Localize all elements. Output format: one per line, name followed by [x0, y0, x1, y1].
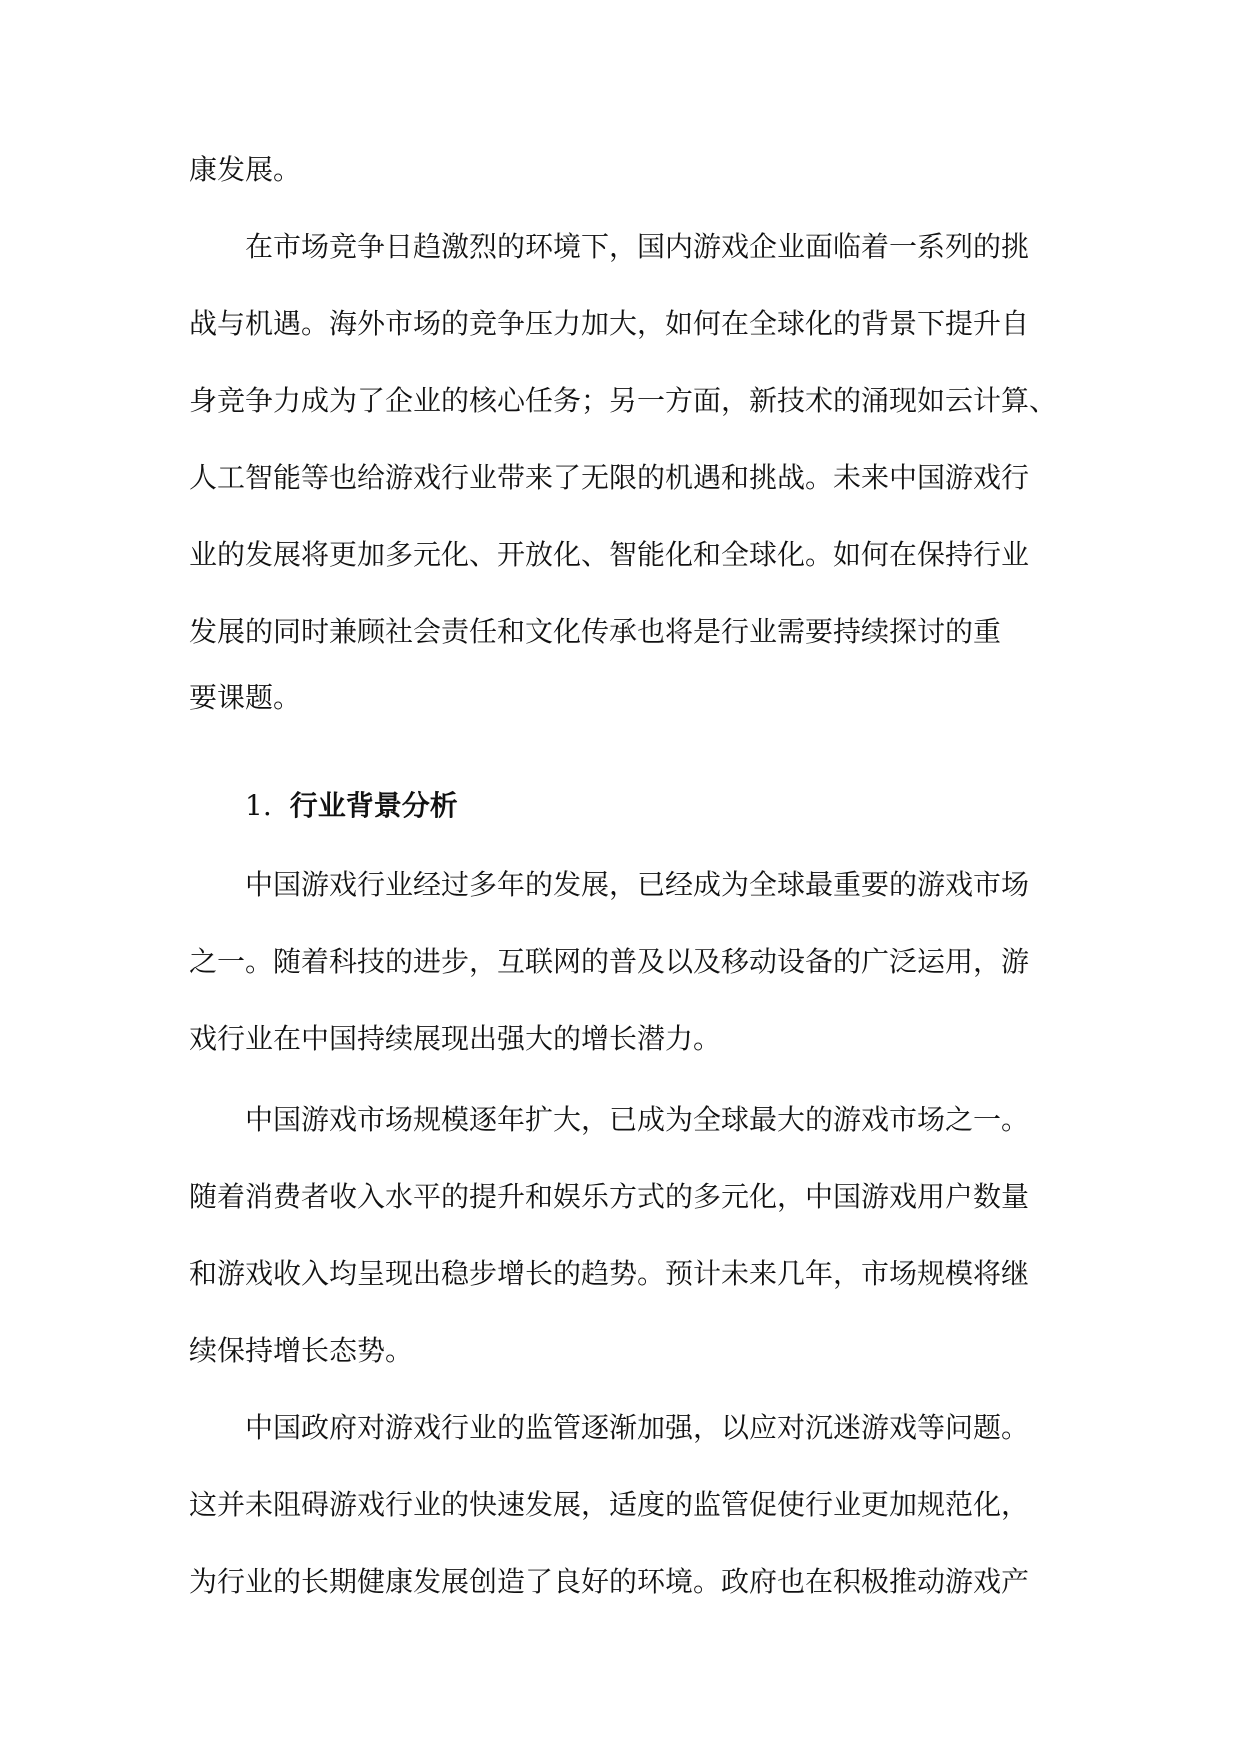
paragraph-2-line-5: 业的发展将更加多元化、开放化、智能化和全球化。如何在保持行业 — [189, 538, 1030, 571]
paragraph-4-line-3: 和游戏收入均呈现出稳步增长的趋势。预计未来几年，市场规模将继 — [189, 1257, 1030, 1290]
section-heading-number: 1. — [245, 789, 272, 822]
paragraph-2-line-6: 发展的同时兼顾社会责任和文化传承也将是行业需要持续探讨的重 — [189, 615, 1002, 648]
paragraph-2-line-7: 要课题。 — [189, 681, 302, 714]
paragraph-5-line-3: 为行业的长期健康发展创造了良好的环境。政府也在积极推动游戏产 — [189, 1565, 1030, 1598]
paragraph-2-line-4: 人工智能等也给游戏行业带来了无限的机遇和挑战。未来中国游戏行 — [189, 461, 1030, 494]
paragraph-4-line-2: 随着消费者收入水平的提升和娱乐方式的多元化，中国游戏用户数量 — [189, 1180, 1030, 1213]
paragraph-2-line-2: 战与机遇。海外市场的竞争压力加大，如何在全球化的背景下提升自 — [189, 307, 1030, 340]
section-heading — [245, 786, 458, 826]
paragraph-4-line-4: 续保持增长态势。 — [189, 1334, 414, 1367]
paragraph-5-line-1: 中国政府对游戏行业的监管逐渐加强，以应对沉迷游戏等问题。 — [245, 1411, 1030, 1444]
section-heading-title: 行业背景分析 — [289, 789, 458, 822]
paragraph-3-line-3: 戏行业在中国持续展现出强大的增长潜力。 — [189, 1022, 722, 1055]
paragraph-2-line-1: 在市场竞争日趋激烈的环境下，国内游戏企业面临着一系列的挑 — [245, 230, 1030, 263]
paragraph-3-line-1: 中国游戏行业经过多年的发展，已经成为全球最重要的游戏市场 — [245, 868, 1030, 901]
paragraph-1-line-1: 康发展。 — [189, 153, 302, 186]
paragraph-2-line-3: 身竞争力成为了企业的核心任务；另一方面，新技术的涌现如云计算、 — [189, 384, 1058, 417]
paragraph-5-line-2: 这并未阻碍游戏行业的快速发展，适度的监管促使行业更加规范化， — [189, 1488, 1030, 1521]
paragraph-4-line-1: 中国游戏市场规模逐年扩大，已成为全球最大的游戏市场之一。 — [245, 1103, 1030, 1136]
paragraph-3-line-2: 之一。随着科技的进步，互联网的普及以及移动设备的广泛运用，游 — [189, 945, 1030, 978]
